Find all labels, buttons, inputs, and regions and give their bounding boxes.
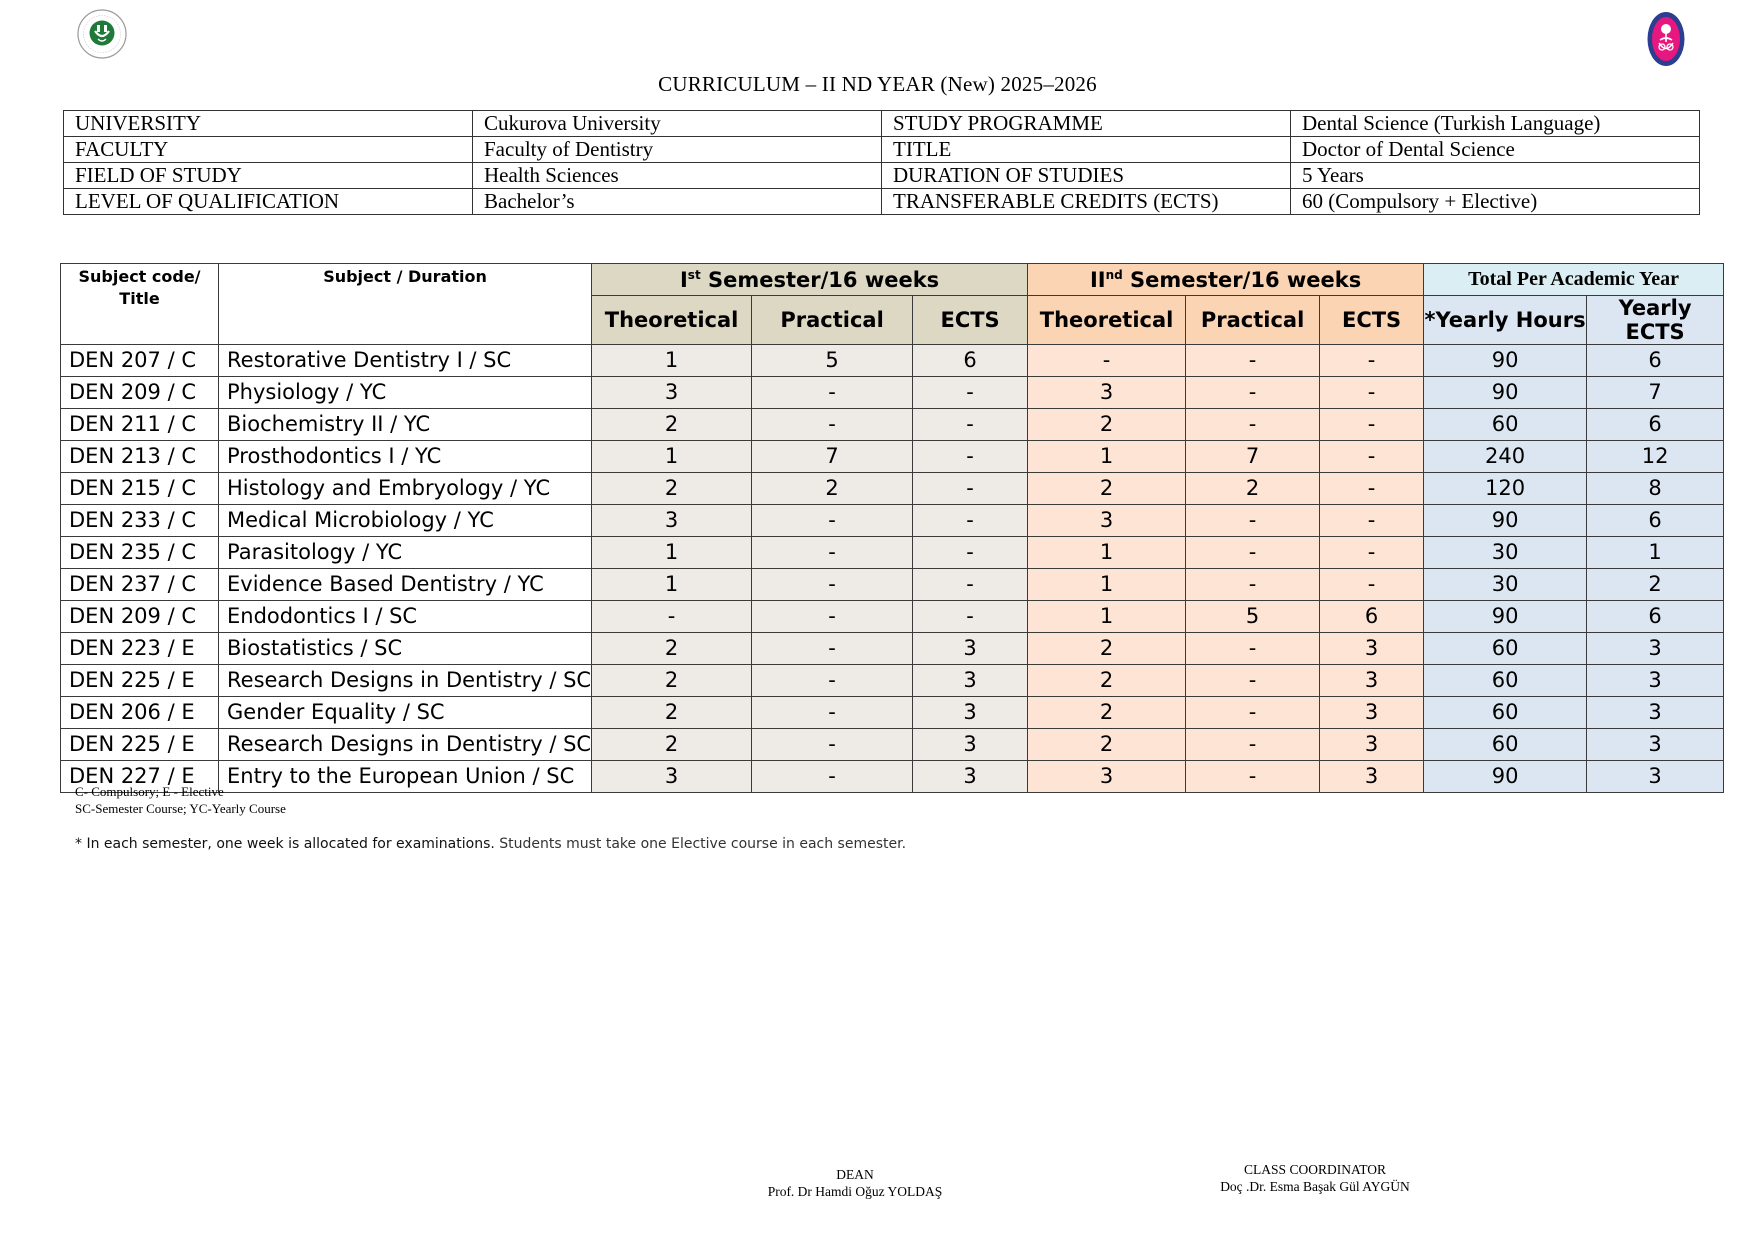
sem2-practical-cell: -: [1186, 697, 1320, 729]
info-value: Dental Science (Turkish Language): [1291, 111, 1700, 137]
document-title: CURRICULUM – II ND YEAR (New) 2025–2026: [658, 72, 1097, 96]
info-value: Health Sciences: [473, 163, 882, 189]
yearly-ects-cell: 2: [1587, 569, 1724, 601]
sem1-theoretical-cell: 2: [592, 473, 752, 505]
sem2-practical-cell: -: [1186, 537, 1320, 569]
header-yearly-hours: *Yearly Hours: [1424, 296, 1587, 345]
subject-code-cell: DEN 225 / E: [61, 665, 219, 697]
course-row: [61, 441, 1724, 473]
sem1-practical-cell: 7: [752, 441, 913, 473]
header-subject-duration-label: Subject / Duration: [323, 267, 487, 286]
sem1-practical-cell: -: [752, 505, 913, 537]
yearly-hours-cell: 60: [1424, 665, 1587, 697]
course-row: [61, 601, 1724, 633]
sem1-practical-cell: -: [752, 633, 913, 665]
semester-2-ordinal: nd: [1105, 267, 1123, 282]
examination-note-text: * In each semester, one week is allocated for examinations.: [75, 836, 495, 852]
curriculum-table: [60, 263, 1724, 793]
semester-1-label: Semester/16 weeks: [700, 267, 940, 292]
sem1-theoretical-cell: 3: [592, 505, 752, 537]
yearly-hours-cell: 90: [1424, 345, 1587, 377]
yearly-hours-cell: 60: [1424, 633, 1587, 665]
info-value: Doctor of Dental Science: [1291, 137, 1700, 163]
subject-code-cell: DEN 225 / E: [61, 729, 219, 761]
coordinator-name: Doç .Dr. Esma Başak Gül AYGÜN: [1220, 1179, 1410, 1194]
course-row: [61, 697, 1724, 729]
header-total-per-year: Total Per Academic Year: [1424, 264, 1724, 296]
faculty-of-dentistry-emblem-icon: [1646, 10, 1686, 68]
course-row: [61, 409, 1724, 441]
subject-name-cell: Entry to the European Union / SC: [219, 761, 592, 793]
yearly-ects-cell: 12: [1587, 441, 1724, 473]
yearly-hours-cell: 90: [1424, 377, 1587, 409]
sem2-ects-cell: 6: [1320, 601, 1424, 633]
subject-code-cell: DEN 235 / C: [61, 537, 219, 569]
course-row: [61, 665, 1724, 697]
sem1-theoretical-cell: 2: [592, 633, 752, 665]
course-row: [61, 761, 1724, 793]
sem2-theoretical-cell: 2: [1028, 473, 1186, 505]
header-sem2-practical: Practical: [1186, 296, 1320, 345]
sem1-ects-cell: -: [913, 441, 1028, 473]
sem2-practical-cell: -: [1186, 377, 1320, 409]
subject-name-cell: Biostatistics / SC: [219, 633, 592, 665]
elective-note-text: Students must take one Elective course in each semester.: [494, 836, 907, 852]
yearly-ects-cell: 3: [1587, 665, 1724, 697]
sem1-practical-cell: -: [752, 697, 913, 729]
sem2-practical-cell: -: [1186, 761, 1320, 793]
sem1-theoretical-cell: 1: [592, 441, 752, 473]
header-sem1-practical: Practical: [752, 296, 913, 345]
yearly-hours-cell: 240: [1424, 441, 1587, 473]
sem1-practical-cell: 2: [752, 473, 913, 505]
sem1-ects-cell: -: [913, 569, 1028, 601]
info-value: 5 Years: [1291, 163, 1700, 189]
subject-code-cell: DEN 209 / C: [61, 601, 219, 633]
subject-code-cell: DEN 213 / C: [61, 441, 219, 473]
sem2-ects-cell: 3: [1320, 761, 1424, 793]
info-row: [64, 111, 1700, 137]
subject-name-cell: Research Designs in Dentistry / SC: [219, 729, 592, 761]
sem1-theoretical-cell: 2: [592, 697, 752, 729]
sem2-practical-cell: -: [1186, 345, 1320, 377]
sem2-theoretical-cell: 2: [1028, 697, 1186, 729]
sem2-practical-cell: 5: [1186, 601, 1320, 633]
sem2-theoretical-cell: 3: [1028, 505, 1186, 537]
info-label: UNIVERSITY: [64, 111, 473, 137]
sem1-practical-cell: -: [752, 665, 913, 697]
sem1-practical-cell: -: [752, 761, 913, 793]
yearly-ects-cell: 6: [1587, 601, 1724, 633]
info-label: LEVEL OF QUALIFICATION: [64, 189, 473, 215]
sem1-ects-cell: 3: [913, 665, 1028, 697]
course-row: [61, 345, 1724, 377]
sem2-theoretical-cell: 3: [1028, 377, 1186, 409]
header-subject-code: [61, 264, 219, 345]
header-subject-duration: [219, 264, 592, 345]
subject-name-cell: Gender Equality / SC: [219, 697, 592, 729]
info-label: TRANSFERABLE CREDITS (ECTS): [882, 189, 1291, 215]
header-semester-1: [592, 264, 1028, 296]
sem1-theoretical-cell: 2: [592, 665, 752, 697]
semester-1-roman: I: [679, 267, 688, 292]
sem2-ects-cell: 3: [1320, 697, 1424, 729]
course-row: [61, 633, 1724, 665]
sem2-ects-cell: -: [1320, 505, 1424, 537]
header-sem2-theoretical: Theoretical: [1028, 296, 1186, 345]
sem2-theoretical-cell: 1: [1028, 569, 1186, 601]
yearly-ects-cell: 6: [1587, 345, 1724, 377]
sem1-practical-cell: -: [752, 601, 913, 633]
subject-code-cell: DEN 215 / C: [61, 473, 219, 505]
sem2-ects-cell: -: [1320, 537, 1424, 569]
sem1-theoretical-cell: 2: [592, 729, 752, 761]
yearly-ects-cell: 6: [1587, 505, 1724, 537]
sem2-theoretical-cell: 2: [1028, 633, 1186, 665]
sem1-practical-cell: 5: [752, 345, 913, 377]
sem2-ects-cell: -: [1320, 473, 1424, 505]
legend: [75, 783, 286, 817]
subject-name-cell: Endodontics I / SC: [219, 601, 592, 633]
sem1-theoretical-cell: 1: [592, 345, 752, 377]
sem2-theoretical-cell: 3: [1028, 761, 1186, 793]
header-semester-2: [1028, 264, 1424, 296]
yearly-hours-cell: 60: [1424, 409, 1587, 441]
sem1-ects-cell: -: [913, 473, 1028, 505]
legend-course-duration: SC-Semester Course; YC-Yearly Course: [75, 801, 286, 816]
yearly-ects-cell: 3: [1587, 729, 1724, 761]
sem2-practical-cell: 7: [1186, 441, 1320, 473]
sem1-theoretical-cell: 2: [592, 409, 752, 441]
sem1-practical-cell: -: [752, 569, 913, 601]
subject-name-cell: Physiology / YC: [219, 377, 592, 409]
sem2-ects-cell: -: [1320, 409, 1424, 441]
yearly-hours-cell: 60: [1424, 697, 1587, 729]
course-row: [61, 473, 1724, 505]
sem1-theoretical-cell: 3: [592, 761, 752, 793]
sem2-ects-cell: -: [1320, 441, 1424, 473]
course-row: [61, 377, 1724, 409]
info-value: Faculty of Dentistry: [473, 137, 882, 163]
subject-name-cell: Parasitology / YC: [219, 537, 592, 569]
info-label: TITLE: [882, 137, 1291, 163]
coordinator-signature-block: [1160, 1161, 1470, 1195]
subject-code-cell: DEN 209 / C: [61, 377, 219, 409]
subject-name-cell: Research Designs in Dentistry / SC: [219, 665, 592, 697]
subject-code-cell: DEN 227 / E: [61, 761, 219, 793]
sem1-ects-cell: -: [913, 409, 1028, 441]
subject-code-cell: DEN 206 / E: [61, 697, 219, 729]
yearly-ects-cell: 3: [1587, 697, 1724, 729]
subject-code-cell: DEN 233 / C: [61, 505, 219, 537]
legend-course-type: C- Compulsory; E - Elective: [75, 784, 224, 799]
course-row: [61, 505, 1724, 537]
subject-code-cell: DEN 211 / C: [61, 409, 219, 441]
header-sem1-ects: ECTS: [913, 296, 1028, 345]
sem1-practical-cell: -: [752, 377, 913, 409]
yearly-ects-cell: 3: [1587, 633, 1724, 665]
sem1-theoretical-cell: 3: [592, 377, 752, 409]
subject-name-cell: Medical Microbiology / YC: [219, 505, 592, 537]
cukurova-university-seal-icon: [76, 8, 128, 60]
sem2-practical-cell: -: [1186, 569, 1320, 601]
info-label: DURATION OF STUDIES: [882, 163, 1291, 189]
sem2-theoretical-cell: 2: [1028, 729, 1186, 761]
dean-role: DEAN: [836, 1167, 874, 1182]
sem1-ects-cell: -: [913, 537, 1028, 569]
course-row: [61, 537, 1724, 569]
subject-code-cell: DEN 237 / C: [61, 569, 219, 601]
subject-name-cell: Restorative Dentistry I / SC: [219, 345, 592, 377]
sem1-ects-cell: -: [913, 601, 1028, 633]
dean-signature-block: [700, 1166, 1010, 1200]
subject-name-cell: Histology and Embryology / YC: [219, 473, 592, 505]
sem1-ects-cell: 3: [913, 633, 1028, 665]
yearly-ects-cell: 3: [1587, 761, 1724, 793]
header-sem1-theoretical: Theoretical: [592, 296, 752, 345]
yearly-hours-cell: 90: [1424, 505, 1587, 537]
sem2-practical-cell: -: [1186, 729, 1320, 761]
sem2-theoretical-cell: 2: [1028, 409, 1186, 441]
sem2-ects-cell: -: [1320, 377, 1424, 409]
yearly-hours-cell: 30: [1424, 537, 1587, 569]
sem2-theoretical-cell: 1: [1028, 537, 1186, 569]
sem1-ects-cell: -: [913, 505, 1028, 537]
info-value: Bachelor’s: [473, 189, 882, 215]
sem1-ects-cell: 3: [913, 729, 1028, 761]
yearly-ects-cell: 8: [1587, 473, 1724, 505]
header-sem2-ects: ECTS: [1320, 296, 1424, 345]
yearly-ects-cell: 6: [1587, 409, 1724, 441]
info-label: STUDY PROGRAMME: [882, 111, 1291, 137]
info-value: 60 (Compulsory + Elective): [1291, 189, 1700, 215]
sem1-practical-cell: -: [752, 729, 913, 761]
sem1-theoretical-cell: -: [592, 601, 752, 633]
info-row: [64, 189, 1700, 215]
subject-name-cell: Biochemistry II / YC: [219, 409, 592, 441]
subject-name-cell: Evidence Based Dentistry / YC: [219, 569, 592, 601]
sem2-theoretical-cell: 1: [1028, 601, 1186, 633]
subject-code-cell: DEN 207 / C: [61, 345, 219, 377]
coordinator-role: CLASS COORDINATOR: [1244, 1162, 1386, 1177]
info-label: FACULTY: [64, 137, 473, 163]
sem1-practical-cell: -: [752, 537, 913, 569]
header-yearly-ects: Yearly ECTS: [1587, 296, 1724, 345]
subject-code-cell: DEN 223 / E: [61, 633, 219, 665]
yearly-ects-cell: 7: [1587, 377, 1724, 409]
sem1-theoretical-cell: 1: [592, 537, 752, 569]
info-row: [64, 137, 1700, 163]
info-label: FIELD OF STUDY: [64, 163, 473, 189]
examination-note: [75, 836, 906, 852]
dean-name: Prof. Dr Hamdi Oğuz YOLDAŞ: [767, 1184, 943, 1199]
yearly-hours-cell: 90: [1424, 601, 1587, 633]
sem1-ects-cell: -: [913, 377, 1028, 409]
sem2-practical-cell: -: [1186, 633, 1320, 665]
semester-2-roman: II: [1089, 267, 1106, 292]
yearly-hours-cell: 120: [1424, 473, 1587, 505]
info-row: [64, 163, 1700, 189]
header-subject-code-label: Subject code/ Title: [78, 267, 201, 308]
sem1-practical-cell: -: [752, 409, 913, 441]
semester-2-label: Semester/16 weeks: [1122, 267, 1362, 292]
yearly-hours-cell: 30: [1424, 569, 1587, 601]
course-row: [61, 569, 1724, 601]
sem2-practical-cell: -: [1186, 409, 1320, 441]
sem2-practical-cell: 2: [1186, 473, 1320, 505]
sem2-theoretical-cell: 1: [1028, 441, 1186, 473]
yearly-hours-cell: 60: [1424, 729, 1587, 761]
sem2-theoretical-cell: -: [1028, 345, 1186, 377]
yearly-ects-cell: 1: [1587, 537, 1724, 569]
programme-info-table: [63, 110, 1700, 215]
sem2-ects-cell: 3: [1320, 633, 1424, 665]
sem1-ects-cell: 3: [913, 761, 1028, 793]
info-value: Cukurova University: [473, 111, 882, 137]
sem2-ects-cell: 3: [1320, 729, 1424, 761]
sem1-theoretical-cell: 1: [592, 569, 752, 601]
sem2-ects-cell: -: [1320, 569, 1424, 601]
sem1-ects-cell: 6: [913, 345, 1028, 377]
semester-1-ordinal: st: [687, 267, 701, 282]
sem2-ects-cell: -: [1320, 345, 1424, 377]
sem2-practical-cell: -: [1186, 665, 1320, 697]
subject-name-cell: Prosthodontics I / YC: [219, 441, 592, 473]
sem2-ects-cell: 3: [1320, 665, 1424, 697]
sem2-theoretical-cell: 2: [1028, 665, 1186, 697]
yearly-hours-cell: 90: [1424, 761, 1587, 793]
sem1-ects-cell: 3: [913, 697, 1028, 729]
course-row: [61, 729, 1724, 761]
sem2-practical-cell: -: [1186, 505, 1320, 537]
